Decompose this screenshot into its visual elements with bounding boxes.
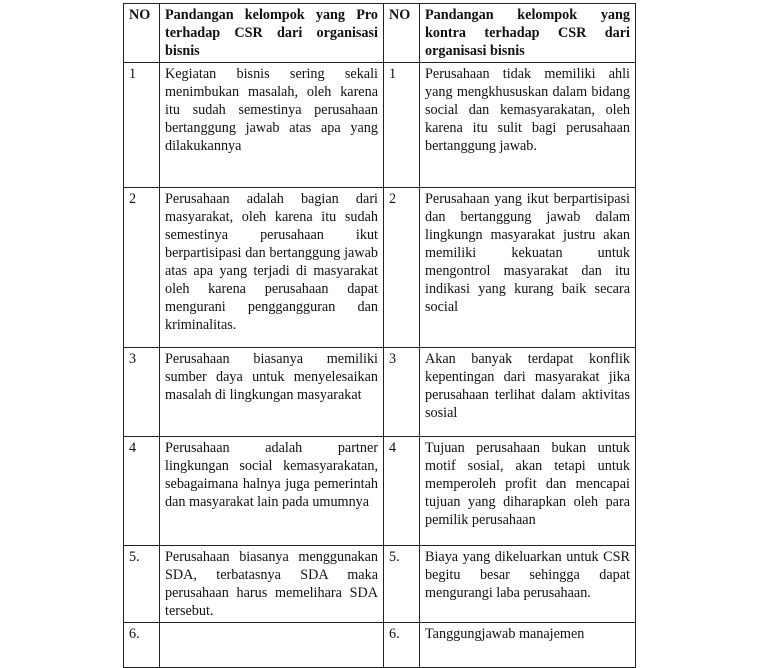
table-row (124, 437, 636, 546)
contra-view-cell: Perusahaan tidak memiliki ahli yang mengkhususkan dalam bidang social dan kemasyarakatan, oleh karena itu sulit bagi perusahaan bertanggung jawab. (420, 63, 636, 188)
row-number-contra: 6. (384, 623, 420, 668)
table-row (124, 63, 636, 188)
table-header-row (124, 4, 636, 63)
table-row (124, 188, 636, 348)
row-number-contra: 3 (384, 348, 420, 437)
pro-view-cell: Perusahaan biasanya memiliki sumber daya untuk menyelesaikan masalah di lingkungan masyarakat (160, 348, 384, 437)
pro-view-cell: Perusahaan adalah bagian dari masyarakat, oleh karena itu sudah semestinya perusahaan ikut berpartisipasi dan bertanggung jawab atas apa yang terjadi di masyarakat oleh karena perusahaan dapat mengurani penggangguran dan kriminalitas. (160, 188, 384, 348)
pro-view-cell (160, 623, 384, 668)
row-number-contra: 1 (384, 63, 420, 188)
pro-view-cell: Perusahaan adalah partner lingkungan social kemasyarakatan, sebagaimana halnya juga pemerintah dan masyarakat lain pada umumnya (160, 437, 384, 546)
header-contra: Pandangan kelompok yang kontra terhadap CSR dari organisasi bisnis (420, 4, 636, 63)
row-number-contra: 2 (384, 188, 420, 348)
row-number-pro: 2 (124, 188, 160, 348)
pro-view-cell: Perusahaan biasanya menggunakan SDA, terbatasnya SDA maka perusahaan harus memelihara SDA tersebut. (160, 546, 384, 623)
csr-views-table (123, 3, 636, 668)
row-number-pro: 3 (124, 348, 160, 437)
table-row (124, 348, 636, 437)
table-row (124, 623, 636, 668)
row-number-pro: 1 (124, 63, 160, 188)
row-number-pro: 5. (124, 546, 160, 623)
table-row (124, 546, 636, 623)
contra-view-cell: Biaya yang dikeluarkan untuk CSR begitu besar sehingga dapat mengurangi laba perusahaan. (420, 546, 636, 623)
contra-view-cell: Perusahaan yang ikut berpartisipasi dan bertanggung jawab dalam lingkungn masyarakat justru akan memiliki kekuatan untuk mengontrol masyarakat dan itu indikasi yang kurang baik secara social (420, 188, 636, 348)
header-no-left: NO (124, 4, 160, 63)
contra-view-cell: Tujuan perusahaan bukan untuk motif sosial, akan tetapi untuk memperoleh profit dan mencapai tujuan yang diharapkan oleh para pemilik perusahaan (420, 437, 636, 546)
row-number-contra: 5. (384, 546, 420, 623)
pro-view-cell: Kegiatan bisnis sering sekali menimbukan masalah, oleh karena itu sudah semestinya perusahaan bertanggung jawab atas apa yang dilakukannya (160, 63, 384, 188)
contra-view-cell: Tanggungjawab manajemen (420, 623, 636, 668)
header-pro: Pandangan kelompok yang Pro terhadap CSR dari organisasi bisnis (160, 4, 384, 63)
row-number-contra: 4 (384, 437, 420, 546)
row-number-pro: 4 (124, 437, 160, 546)
row-number-pro: 6. (124, 623, 160, 668)
contra-view-cell: Akan banyak terdapat konflik kepentingan dari masyarakat jika perusahaan terlihat dalam aktivitas sosial (420, 348, 636, 437)
header-no-right: NO (384, 4, 420, 63)
